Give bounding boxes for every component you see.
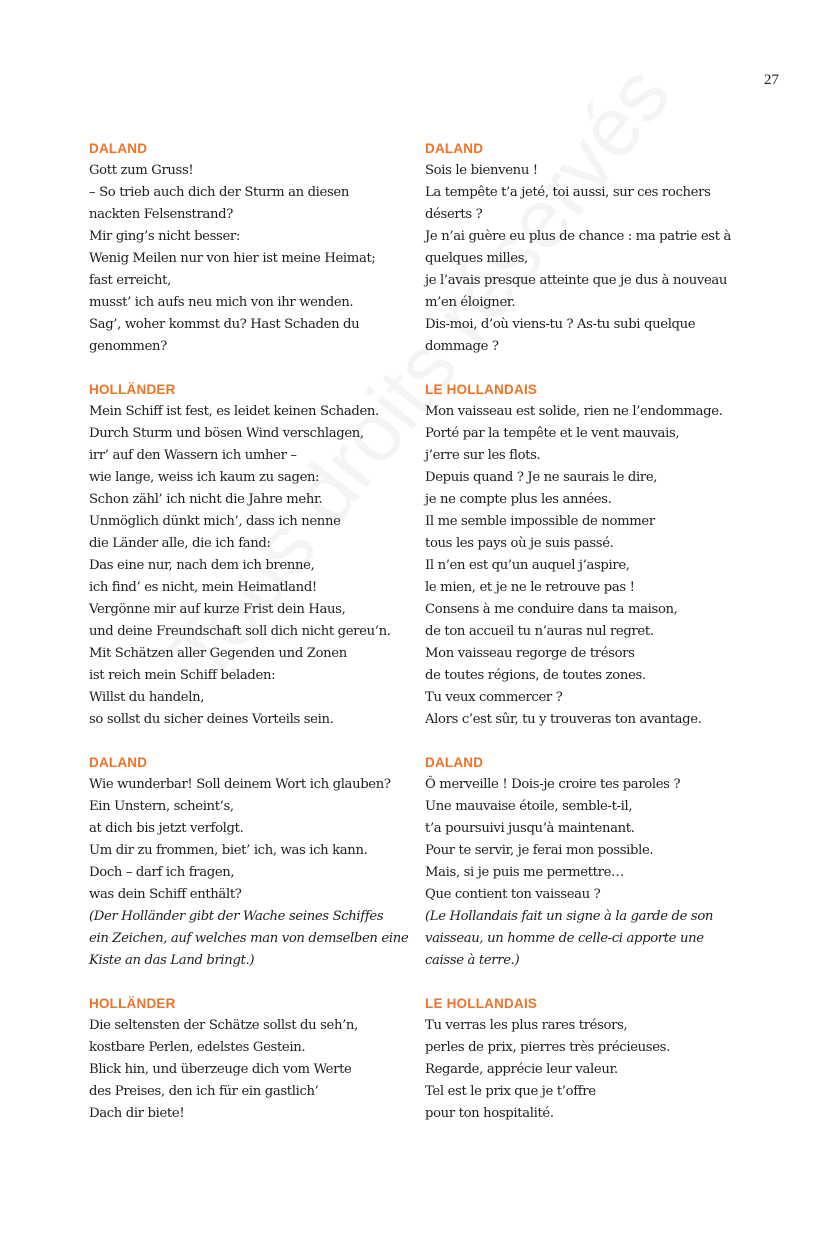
speech-block — [425, 993, 745, 1125]
verse-line: La tempête t’a jeté, toi aussi, sur ces rochers — [425, 185, 711, 200]
verse-line: kostbare Perlen, edelstes Gestein. — [89, 1040, 306, 1055]
verse-line: Alors c’est sûr, tu y trouveras ton avantage. — [425, 712, 702, 727]
speaker-name: DALAND — [425, 755, 484, 770]
verse-line: so sollst du sicher deines Vorteils sein. — [89, 712, 334, 727]
speech-block — [89, 138, 409, 358]
verse-line: de toutes régions, de toutes zones. — [425, 668, 646, 683]
verse-line: wie lange, weiss ich kaum zu sagen: — [89, 470, 320, 485]
verse-line: Gott zum Gruss! — [89, 163, 194, 178]
speaker-name: HOLLÄNDER — [89, 996, 176, 1011]
speaker-name: DALAND — [89, 755, 148, 770]
verse-line: Das eine nur, nach dem ich brenne, — [89, 558, 315, 573]
speech-block — [425, 379, 745, 731]
verse-line: – So trieb auch dich der Sturm an diesen — [89, 185, 350, 200]
verse-line: quelques milles, — [425, 251, 528, 266]
verse-line: Sois le bienvenu ! — [425, 163, 538, 178]
stage-direction-line: vaisseau, un homme de celle-ci apporte une — [425, 931, 704, 946]
verse-line: Porté par la tempête et le vent mauvais, — [425, 426, 680, 441]
verse-line: Vergönne mir auf kurze Frist dein Haus, — [89, 602, 346, 617]
verse-line: Um dir zu frommen, biet’ ich, was ich kann. — [89, 843, 368, 858]
verse-line: Tu veux commercer ? — [425, 690, 563, 705]
verse-line: dommage ? — [425, 339, 499, 354]
verse-line: Mir ging’s nicht besser: — [89, 229, 240, 244]
stage-direction-line: ein Zeichen, auf welches man von demselben eine — [89, 931, 409, 946]
verse-line: Regarde, apprécie leur valeur. — [425, 1062, 618, 1077]
verse-line: at dich bis jetzt verfolgt. — [89, 821, 244, 836]
verse-line: de ton accueil tu n’auras nul regret. — [425, 624, 654, 639]
verse-line: was dein Schiff enthält? — [89, 887, 242, 902]
stage-direction-line: (Le Hollandais fait un signe à la garde de son — [425, 909, 714, 924]
verse-line: die Länder alle, die ich fand: — [89, 536, 271, 551]
verse-line: t’a poursuivi jusqu’à maintenant. — [425, 821, 635, 836]
verse-line: musst’ ich aufs neu mich von ihr wenden. — [89, 295, 354, 310]
verse-line: je ne compte plus les années. — [425, 492, 612, 507]
speech-block — [425, 138, 745, 358]
speech-block — [425, 752, 745, 972]
verse-line: Une mauvaise étoile, semble-t-il, — [425, 799, 633, 814]
verse-line: Wie wunderbar! Soll deinem Wort ich glauben? — [89, 777, 391, 792]
verse-line: Mein Schiff ist fest, es leidet keinen Schaden. — [89, 404, 379, 419]
verse-line: Il n’en est qu’un auquel j’aspire, — [425, 558, 630, 573]
verse-line: Mon vaisseau regorge de trésors — [425, 646, 635, 661]
verse-line: irr’ auf den Wassern ich umher – — [89, 448, 297, 463]
verse-line: Sag’, woher kommst du? Hast Schaden du — [89, 317, 360, 332]
verse-line: Tu verras les plus rares trésors, — [425, 1018, 628, 1033]
verse-line: Mais, si je puis me permettre… — [425, 865, 624, 880]
speech-block — [89, 752, 409, 972]
verse-line: Tel est le prix que je t’offre — [425, 1084, 596, 1099]
speaker-name: DALAND — [425, 141, 484, 156]
verse-line: Unmöglich dünkt mich’, dass ich nenne — [89, 514, 341, 529]
verse-line: Dach dir biete! — [89, 1106, 185, 1121]
speech-block — [89, 993, 409, 1125]
verse-line: déserts ? — [425, 207, 483, 222]
verse-line: pour ton hospitalité. — [425, 1106, 554, 1121]
german-column — [89, 138, 409, 1146]
stage-direction-line: Kiste an das Land bringt.) — [89, 953, 255, 968]
speaker-name: LE HOLLANDAIS — [425, 996, 538, 1011]
verse-line: nackten Felsenstrand? — [89, 207, 233, 222]
verse-line: Pour te servir, je ferai mon possible. — [425, 843, 654, 858]
verse-line: Schon zähl’ ich nicht die Jahre mehr. — [89, 492, 323, 507]
verse-line: ist reich mein Schiff beladen: — [89, 668, 276, 683]
verse-line: Durch Sturm und bösen Wind verschlagen, — [89, 426, 364, 441]
french-column — [425, 138, 745, 1146]
verse-line: Il me semble impossible de nommer — [425, 514, 655, 529]
stage-direction-line: (Der Holländer gibt der Wache seines Schiffes — [89, 909, 384, 924]
verse-line: je l’avais presque atteinte que je dus à nouveau — [425, 273, 728, 288]
speech-block — [89, 379, 409, 731]
verse-line: Ô merveille ! Dois-je croire tes paroles ? — [425, 777, 681, 792]
verse-line: m’en éloigner. — [425, 295, 516, 310]
verse-line: Je n’ai guère eu plus de chance : ma patrie est à — [425, 229, 732, 244]
verse-line: und deine Freundschaft soll dich nicht gereu’n. — [89, 624, 391, 639]
verse-line: tous les pays où je suis passé. — [425, 536, 614, 551]
verse-line: le mien, et je ne le retrouve pas ! — [425, 580, 635, 595]
speaker-name: HOLLÄNDER — [89, 382, 176, 397]
verse-line: Mit Schätzen aller Gegenden und Zonen — [89, 646, 347, 661]
verse-line: Doch – darf ich fragen, — [89, 865, 235, 880]
verse-line: ich find’ es nicht, mein Heimatland! — [89, 580, 317, 595]
verse-line: Depuis quand ? Je ne saurais le dire, — [425, 470, 658, 485]
verse-line: Dis-moi, d’où viens-tu ? As-tu subi quelque — [425, 317, 696, 332]
stage-direction-line: caisse à terre.) — [425, 953, 520, 968]
verse-line: j’erre sur les flots. — [425, 448, 541, 463]
speaker-name: DALAND — [89, 141, 148, 156]
speaker-name: LE HOLLANDAIS — [425, 382, 538, 397]
verse-line: Die seltensten der Schätze sollst du seh’n, — [89, 1018, 358, 1033]
verse-line: Consens à me conduire dans ta maison, — [425, 602, 678, 617]
page-number: 27 — [764, 72, 779, 88]
verse-line: Blick hin, und überzeuge dich vom Werte — [89, 1062, 352, 1077]
verse-line: perles de prix, pierres très précieuses. — [425, 1040, 670, 1055]
verse-line: Willst du handeln, — [89, 690, 205, 705]
verse-line: Wenig Meilen nur von hier ist meine Heimat; — [89, 251, 376, 266]
verse-line: Ein Unstern, scheint’s, — [89, 799, 234, 814]
verse-line: fast erreicht, — [89, 273, 171, 288]
verse-line: des Preises, den ich für ein gastlich’ — [89, 1084, 319, 1099]
verse-line: Que contient ton vaisseau ? — [425, 887, 601, 902]
verse-line: genommen? — [89, 339, 167, 354]
verse-line: Mon vaisseau est solide, rien ne l’endommage. — [425, 404, 723, 419]
